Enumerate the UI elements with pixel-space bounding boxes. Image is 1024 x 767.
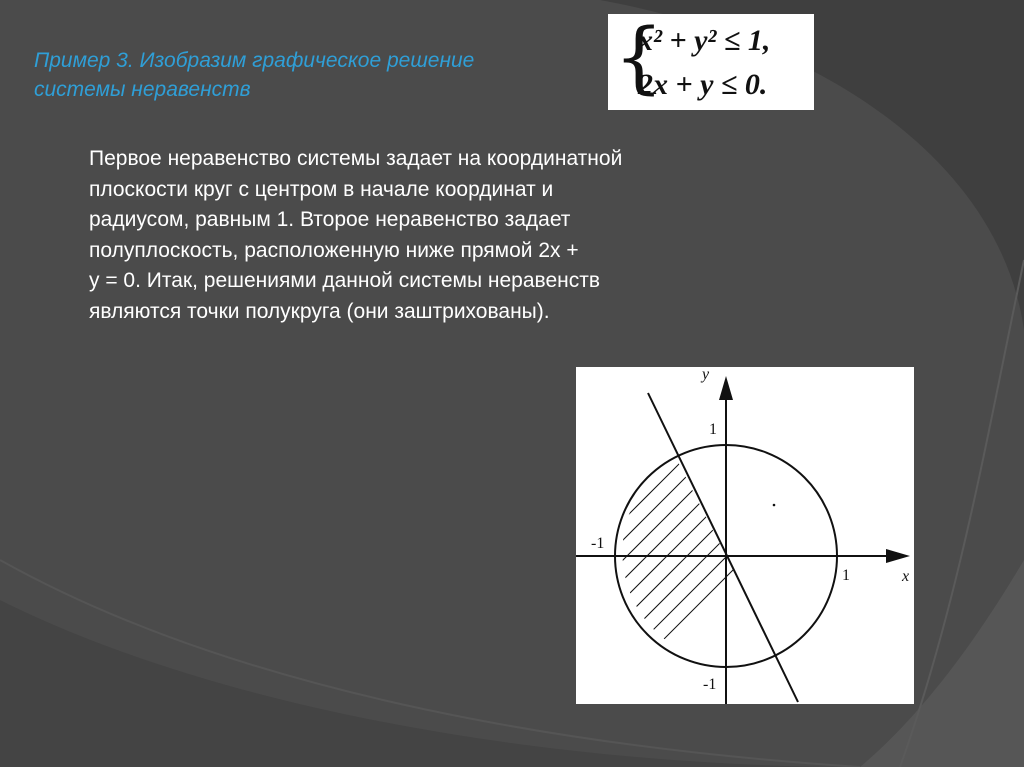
axis-label-x: x	[902, 568, 910, 585]
tick-label-x-pos: 1	[842, 567, 850, 584]
x-axis-arrow	[886, 549, 910, 563]
body-line-3: радиусом, равным 1. Второе неравенство задает	[89, 208, 571, 231]
formula-inequality-2: 2x + y ≤ 0.	[638, 68, 768, 101]
y-axis-arrow	[719, 376, 733, 400]
tick-label-y-pos: 1	[709, 421, 717, 438]
body-paragraph	[89, 144, 789, 327]
slide-title-line-2: системы неравенств	[34, 78, 251, 101]
tick-label-x-neg: -1	[591, 535, 605, 552]
body-line-6: являются точки полукруга (они заштрихованы).	[89, 299, 550, 323]
boundary-line-2x-plus-y	[648, 393, 798, 702]
solution-graph-svg	[576, 367, 914, 704]
slide-title	[34, 46, 594, 104]
axis-label-y: y	[702, 367, 710, 383]
inequality-system-formula	[608, 14, 814, 110]
body-line-4: полуплоскость, расположенную ниже прямой 2x +	[89, 238, 579, 262]
formula-inequality-1: x² + y² ≤ 1,	[638, 24, 771, 57]
formula-brace: {	[614, 13, 664, 103]
body-line-1: Первое неравенство системы задает на координатной	[89, 147, 623, 170]
body-line-2: плоскости круг с центром в начале координат и	[89, 177, 554, 201]
tick-label-y-neg: -1	[703, 676, 717, 693]
shaded-region	[576, 367, 914, 704]
stray-dot	[773, 504, 776, 507]
slide-title-line-1: Пример 3. Изобразим графическое решение	[34, 49, 475, 72]
solution-graph	[576, 367, 914, 704]
body-line-5: y = 0. Итак, решениями данной системы неравенств	[89, 269, 601, 292]
